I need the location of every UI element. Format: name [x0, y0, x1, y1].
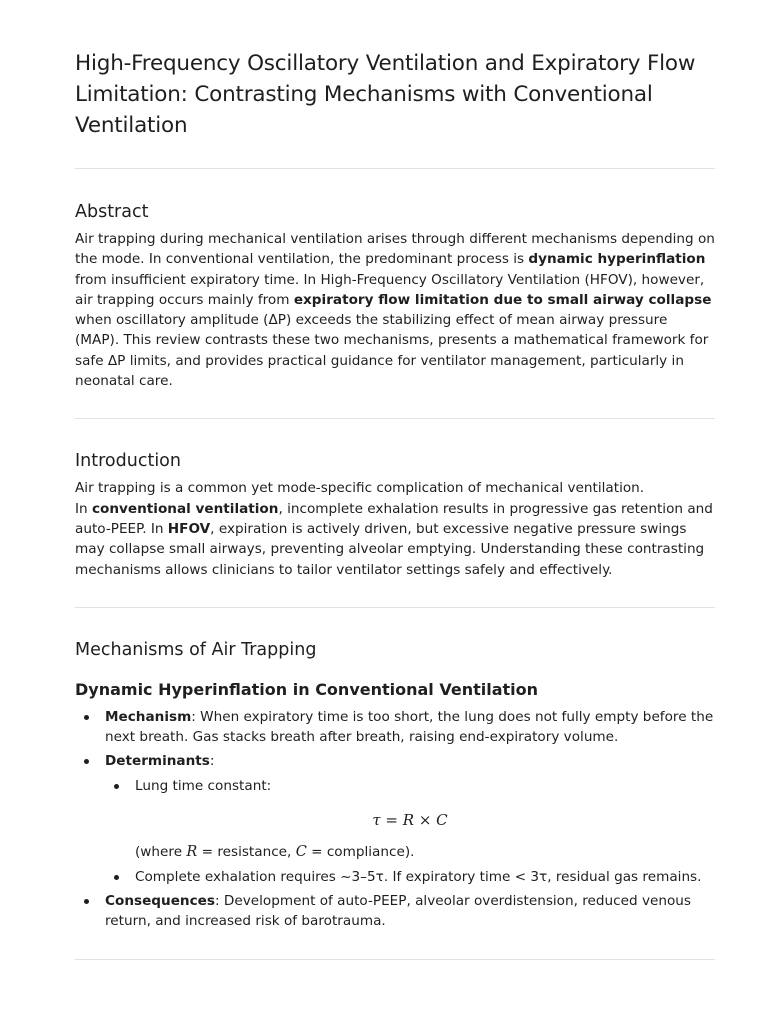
determinants-colon: :: [209, 753, 215, 770]
abstract-text-2: from insufficient expiratory time. In High-Frequency Oscillatory Ventilation (HFOV), however, air trapping occurs mainly from: [75, 271, 705, 308]
intro-line-1: Air trapping is a common yet mode-specific complication of mechanical ventilation.: [75, 480, 645, 497]
intro-text-2: , incomplete exhalation results in progressive gas retention and auto-PEEP. In: [75, 500, 713, 537]
abstract-paragraph: [75, 229, 715, 391]
divider: [75, 168, 715, 169]
abstract-section: [75, 200, 715, 391]
where-end: = compliance).: [306, 844, 415, 861]
intro-text-1: In: [75, 500, 92, 517]
list-item-mechanism: [75, 707, 715, 748]
abstract-bold-1: dynamic hyperinflation: [528, 251, 706, 268]
abstract-text-1: Air trapping during mechanical ventilation arises through different mechanisms depending on the mode. In conventional ventilation, the predominant process is: [75, 231, 715, 268]
mechanisms-heading: Mechanisms of Air Trapping: [75, 639, 317, 660]
exhalation-text: Complete exhalation requires ~3–5τ. If expiratory time < 3τ, residual gas remains.: [135, 868, 702, 885]
divider: [75, 418, 715, 419]
abstract-text-3: when oscillatory amplitude (ΔP) exceeds the stabilizing effect of mean airway pressure (MAP). This review contrasts these two mechanisms, presents a mathematical framework for safe ΔP limits, and provides practical guidance for ventilator management, particularly in neonatal care.: [75, 312, 709, 390]
mechanism-label: Mechanism: [105, 708, 192, 725]
intro-text-3: , expiration is actively driven, but excessive negative pressure swings may collapse small airways, preventing alveolar emptying. Understanding these contrasting mechanisms allows clinicians to tailor ventilator settings safely and effectively.: [75, 520, 705, 578]
consequences-label: Consequences: [105, 892, 215, 909]
list-item-exhalation: [105, 867, 715, 887]
intro-bold-1: conventional ventilation: [91, 500, 279, 517]
abstract-heading: Abstract: [75, 202, 149, 222]
abstract-bold-2: expiratory flow limitation due to small airway collapse: [293, 291, 712, 308]
introduction-paragraph: [75, 478, 715, 579]
determinants-sublist: [105, 776, 715, 887]
list-item-time-constant: [105, 776, 715, 863]
document-title: High-Frequency Oscillatory Ventilation and Expiratory Flow Limitation: Contrasting Mechanisms with Conventional Ventilation: [75, 51, 696, 138]
mechanisms-list: [75, 707, 715, 932]
list-item-consequences: [75, 891, 715, 932]
introduction-section: [75, 449, 715, 579]
divider: [75, 607, 715, 608]
list-item-determinants: [75, 751, 715, 886]
consequences-text: : Development of auto-PEEP, alveolar overdistension, reduced venous return, and increased risk of barotrauma.: [105, 892, 691, 930]
resistance-symbol: R: [186, 844, 198, 861]
introduction-heading: Introduction: [75, 451, 181, 472]
divider: [75, 959, 715, 960]
time-constant-text: Lung time constant:: [135, 777, 272, 794]
determinants-label: Determinants: [105, 753, 210, 770]
time-constant-formula: τ = R × C: [372, 811, 448, 830]
mechanisms-section: [75, 638, 715, 932]
compliance-symbol: C: [295, 844, 307, 861]
where-open: (where: [135, 844, 187, 861]
mechanism-text: : When expiratory time is too short, the lung does not fully empty before the next breath. Gas stacks breath after breath, raising end-expiratory volume.: [105, 708, 714, 746]
intro-bold-2: HFOV: [167, 520, 211, 537]
dynamic-hyperinflation-heading: Dynamic Hyperinflation in Conventional Ventilation: [75, 679, 539, 699]
where-mid: = resistance,: [197, 844, 296, 861]
